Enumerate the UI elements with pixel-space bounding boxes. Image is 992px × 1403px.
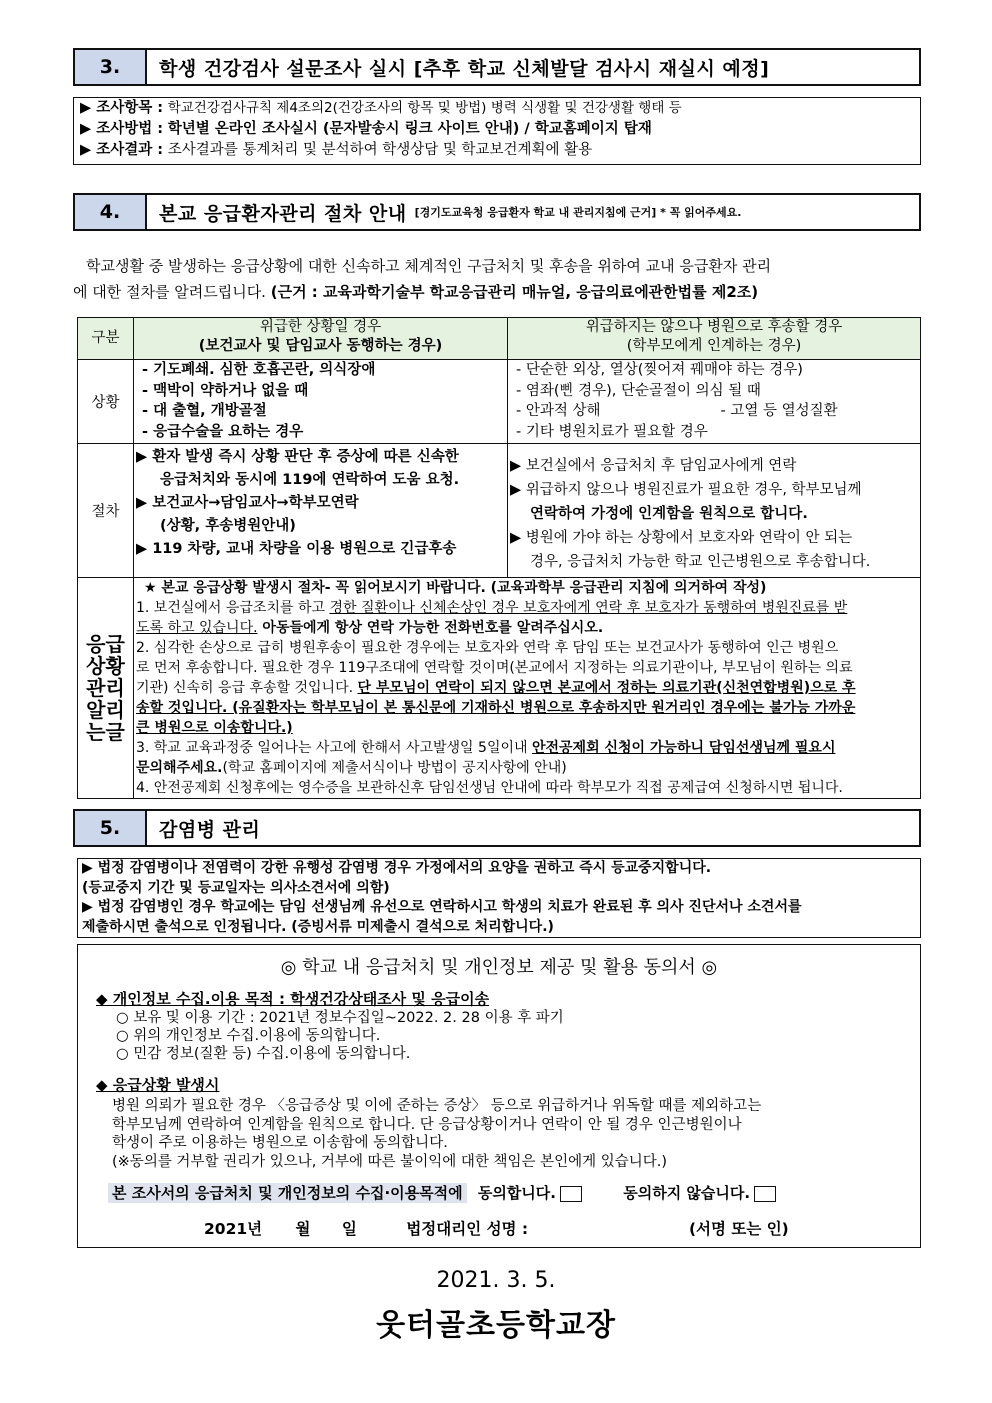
consent-form bbox=[77, 944, 921, 1248]
section-3-title: 학생 건강검사 설문조사 실시 [추후 학교 신체발달 검사시 재실시 예정] bbox=[159, 57, 770, 80]
situation-non-urgent-cell: - 단순한 외상, 열상(찢어져 꿰매야 하는 경우) - 염좌(삔 경우), 단순골절이 의심 될 때 - 안과적 상해 - 고열 등 열성질환 - 기타 병원치료가 필요할 경우 bbox=[508, 360, 921, 444]
consent-personal-info: ○ 위의 개인정보 수집.이용에 동의합니다. bbox=[116, 1028, 381, 1044]
consent-retention: ○ 보유 및 이용 기간 : 2021년 정보수집일~2022. 2. 28 이용 후 파기 bbox=[116, 1010, 564, 1026]
agree-no-label: 동의하지 않습니다. bbox=[623, 1184, 751, 1202]
survey-row-result: ▶ 조사결과 : 조사결과를 통계처리 및 분석하여 학생상담 및 학교보건계획에 활용 bbox=[80, 142, 593, 158]
intro-line-1: 학교생활 중 발생하는 응급상황에 대한 신속하고 체계적인 구급처치 및 후송을 위하여 교내 응급환자 관리 bbox=[86, 257, 772, 275]
header-gubun: 구분 bbox=[78, 318, 134, 360]
row-label-situation: 상황 bbox=[78, 360, 134, 444]
table-row-situation bbox=[78, 360, 921, 444]
survey-row-items: ▶ 조사항목 : 학교건강검사규칙 제4조의2(건강조사의 항목 및 방법) 병력 식생활 및 건강생활 행태 등 bbox=[80, 100, 682, 116]
notice-cell: ★ 본교 응급상황 발생시 절차- 꼭 읽어보시기 바랍니다. (교육과학부 응급관리 지침에 의거하여 작성) 1. 보건실에서 응급조치를 하고 경한 질환이나 신체손상인 경우 보호자에게 연락 후 보호자가 동행하여 병원진료를 받 도록 하고 있습니다. 아동들에게 항상 연락 가능한 전화번호를 알려주십시오. 2. 심각한 손상으로 급히 병원후송이 필요한 경우에는 보호자와 연락 후 담임 또는 보건교사가 동행하여 인근 병원으 로 먼저 후송합니다. 필요한 경우 119구조대에 연락할 것이며(본교에서 지정하는 의료기관이나, 부모님이 원하는 의료 기관) 신속히 응급 후송할 것입니다. 단 부모님이 연락이 되지 않으면 본교에서 정하는 의료기관(신천연합병원)으로 후 송할 것입니다. (유질환자는 학부모님이 본 통신문에 기재하신 병원으로 후송하지만 원거리인 경우에는 불가능 가까운 큰 병원으로 이송합니다.) 3. 학교 교육과정중 일어나는 사고에 한해서 사고발생일 5일이내 안전공제회 신청이 가능하니 담임선생님께 필요시 문의해주세요.(학교 홈페이지에 제출서식이나 방법이 공지사항에 안내) 4. 안전공제회 신청후에는 영수증을 보관하신후 담임선생님 안내에 따라 학부모가 직접 공제급여 신청하시면 됩니다. bbox=[134, 578, 921, 799]
section-5-number: 5. bbox=[75, 811, 147, 845]
sign-year: 2021년 bbox=[204, 1220, 263, 1238]
row-label-notice: 응급상황관리알리는글 bbox=[78, 578, 134, 799]
procedure-urgent-cell: ▶ 환자 발생 즉시 상황 판단 후 증상에 따른 신속한 응급처치와 동시에 119에 연락하여 도움 요청. ▶ 보건교사→담임교사→학부모연락 (상황, 후송병원안내) ▶ 119 차량, 교내 차량을 이용 병원으로 긴급후송 bbox=[134, 444, 508, 578]
section-3-number: 3. bbox=[75, 50, 147, 84]
intro-line-2: 에 대한 절차를 알려드립니다. (근거 : 교육과학기술부 학교응급관리 매뉴얼, 응급의료에관한법률 제2조) bbox=[73, 283, 759, 301]
section-4-title: 본교 응급환자관리 절차 안내 [경기도교육청 응급환자 학교 내 관리지침에 근거] * 꼭 읽어주세요. bbox=[159, 202, 742, 225]
consent-title: ◎ 학교 내 응급처치 및 개인정보 제공 및 활용 동의서 ◎ bbox=[280, 957, 718, 978]
footer-date: 2021. 3. 5. bbox=[436, 1268, 556, 1293]
sign-tail: (서명 또는 인) bbox=[688, 1220, 789, 1238]
emergency-procedure-table bbox=[77, 317, 921, 799]
section-3-header bbox=[73, 48, 921, 86]
header-urgent: 위급한 상황일 경우 (보건교사 및 담임교사 동행하는 경우) bbox=[134, 318, 508, 360]
header-non-urgent: 위급하지는 않으나 병원으로 후송할 경우 (학부모에게 인계하는 경우) bbox=[508, 318, 921, 360]
section-4-number: 4. bbox=[75, 195, 147, 229]
consent-sensitive-info: ○ 민감 정보(질환 등) 수집.이용에 동의합니다. bbox=[116, 1046, 411, 1062]
consent-emergency-title: ◆ 응급상황 발생시 bbox=[96, 1076, 220, 1094]
section-4-header bbox=[73, 193, 921, 231]
survey-row-method: ▶ 조사방법 : 학년별 온라인 조사실시 (문자발송시 링크 사이트 안내) / 학교홈페이지 탑재 bbox=[80, 121, 652, 137]
infection-info-box: ▶ 법정 감염병이나 전염력이 강한 유행성 감염병 경우 가정에서의 요양을 권하고 즉시 등교중지합니다. (등교중지 기간 및 등교일자는 의사소견서에 의함) ▶ 법정 감염병인 경우 학교에는 담임 선생님께 유선으로 연락하시고 학생의 치료가 완료된 후 의사 진단서나 소견서를 제출하시면 출석으로 인정됩니다. (증빙서류 미제출시 결석으로 처리합니다.) bbox=[77, 858, 921, 938]
sign-day: 일 bbox=[341, 1220, 357, 1238]
agree-no-checkbox[interactable] bbox=[754, 1186, 776, 1202]
situation-urgent-cell: - 기도폐쇄. 심한 호흡곤란, 의식장애 - 맥박이 약하거나 없을 때 - 대 출혈, 개방골절 - 응급수술을 요하는 경우 bbox=[134, 360, 508, 444]
table-header-row bbox=[78, 318, 921, 360]
agree-yes-checkbox[interactable] bbox=[560, 1186, 582, 1202]
consent-sign-row bbox=[204, 1219, 789, 1240]
survey-info-box bbox=[73, 97, 921, 165]
sign-month: 월 bbox=[295, 1220, 311, 1238]
procedure-non-urgent-cell: ▶ 보건실에서 응급처치 후 담임교사에게 연락 ▶ 위급하지 않으나 병원진료가 필요한 경우, 학부모님께 연락하여 가정에 인계함을 원칙으로 합니다. ▶ 병원에 가야 하는 상황에서 보호자와 연락이 안 되는 경우, 응급처치 가능한 학교 인근병원으로 후송합니다. bbox=[508, 444, 921, 578]
consent-agree-label: 본 조사서의 응급처치 및 개인정보의 수집·이용목적에 bbox=[108, 1183, 467, 1203]
agree-yes-label: 동의합니다. bbox=[477, 1184, 556, 1202]
row-label-procedure: 절차 bbox=[78, 444, 134, 578]
consent-emergency-text: 병원 의뢰가 필요한 경우 〈응급증상 및 이에 준하는 증상〉 등으로 위급하거나 위독할 때를 제외하고는 학부모님께 연락하여 인계함을 원칙으로 합니다. 단 응급상황이거나 연락이 안 될 경우 인근병원이나 학생이 주로 이용하는 병원으로 이송함에 동의합니다. (※동의를 거부할 권리가 있으나, 거부에 따른 불이익에 대한 책임은 본인에게 있습니다.) bbox=[112, 1098, 762, 1170]
section-5-header bbox=[73, 809, 921, 847]
sign-label: 법정대리인 성명 : bbox=[406, 1220, 529, 1238]
consent-agree-row bbox=[108, 1183, 776, 1204]
table-row-notice bbox=[78, 578, 921, 799]
section-5-title: 감염병 관리 bbox=[159, 818, 261, 841]
footer-school-name: 웃터골초등학교장 bbox=[376, 1308, 616, 1343]
table-row-procedure bbox=[78, 444, 921, 578]
section-4-subtitle: [경기도교육청 응급환자 학교 내 관리지침에 근거] * 꼭 읽어주세요. bbox=[414, 206, 742, 219]
consent-purpose-title: ◆ 개인정보 수집.이용 목적 : 학생건강상태조사 및 응급이송 bbox=[96, 990, 490, 1008]
